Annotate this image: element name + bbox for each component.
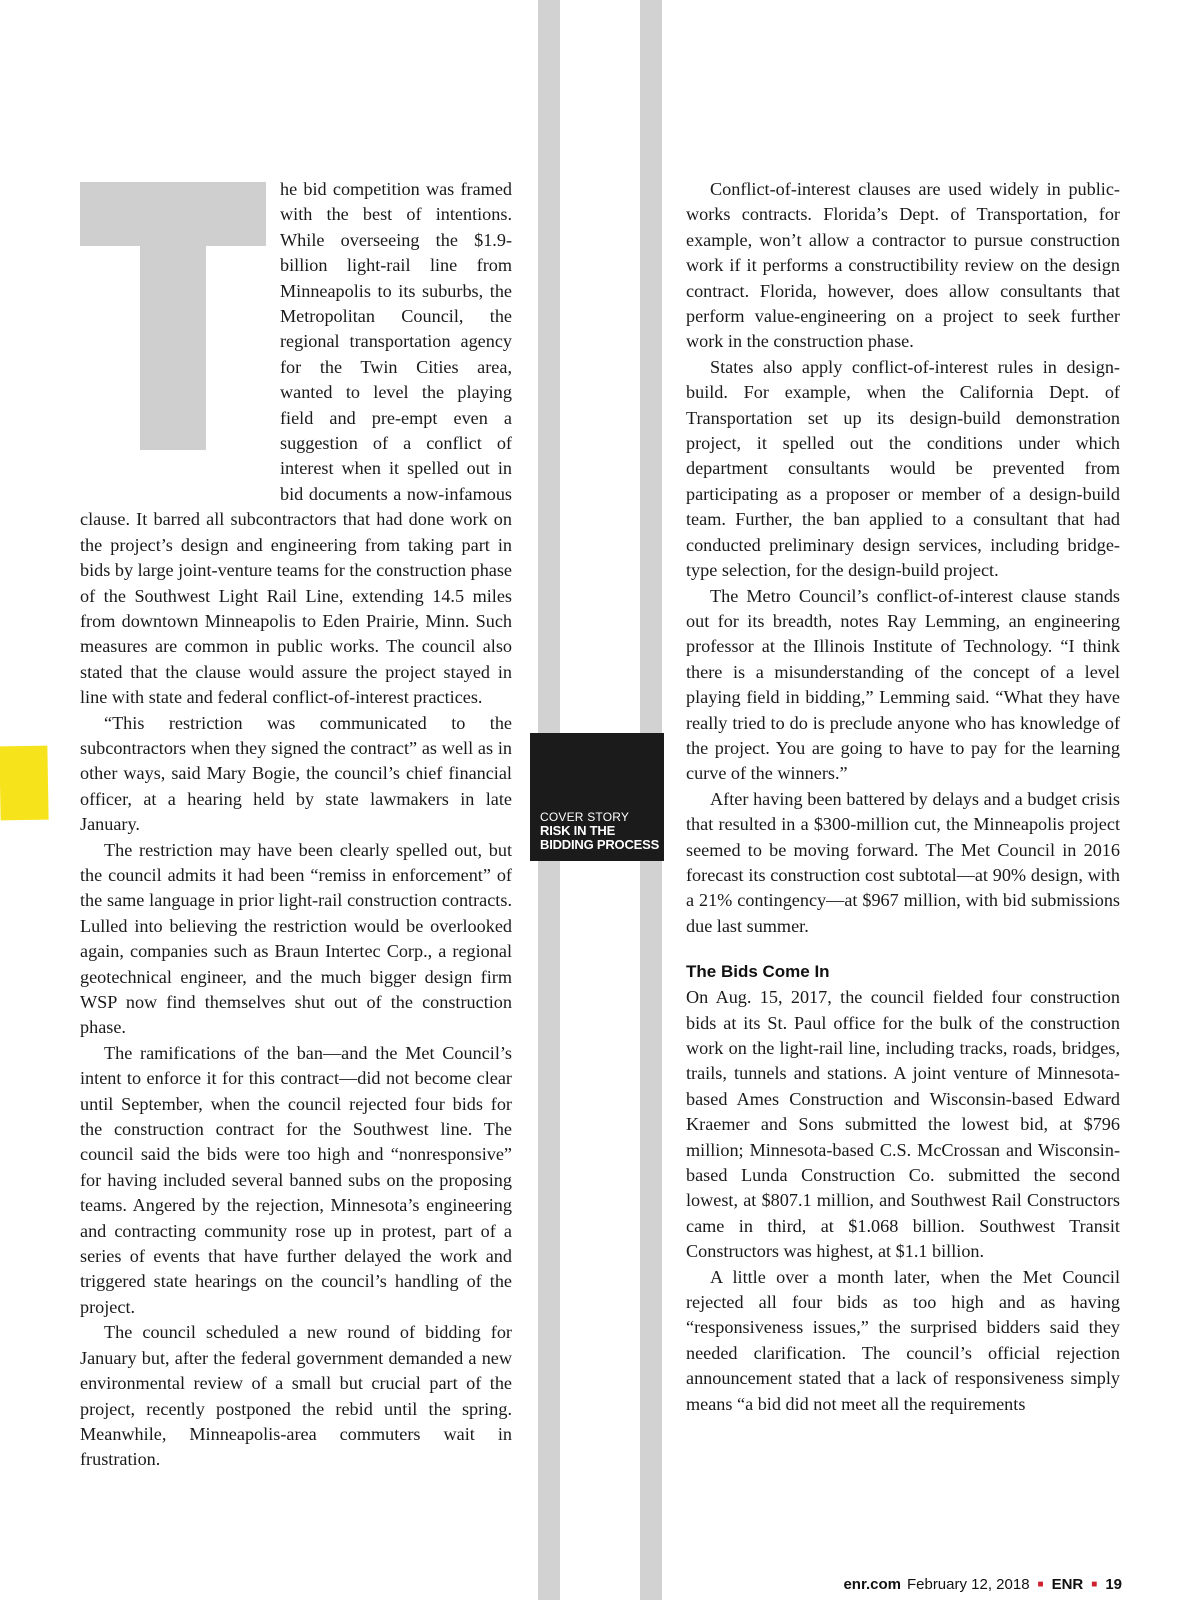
footer-site: enr.com	[843, 1576, 901, 1593]
article-paragraph: States also apply conflict-of-interest rules in design-build. For example, when the California Dept. of Transportation set up its design-build demonstration project, it spelled out the conditions under which department consultants would be prevented from participating as a proposer or member of a design-build team. Further, the ban applied to a consultant that had conducted preliminary design services, including bridge-type selection, for the design-build project.	[686, 356, 1120, 581]
article-paragraph: On Aug. 15, 2017, the council fielded four construction bids at its St. Paul office for the bulk of the construction work on the light-rail line, including tracks, roads, bridges, trails, tunnels and stations. A joint venture of Minnesota-based Ames Construction and Wisconsin-based Edward Kraemer and Sons submitted the lowest bid, at $796 million; Minnesota-based C.S. McCrossan and Wisconsin-based Lunda Construction Co. submitted the second lowest, at $807.1 million, and Southwest Rail Constructors came in third, at $1.068 billion. Southwest Transit Constructors was highest, at $1.1 billion.	[686, 987, 1120, 1262]
article-column-right	[686, 177, 1120, 1417]
section-title-line2: BIDDING PROCESS	[540, 837, 660, 852]
yellow-page-tab	[0, 746, 49, 821]
section-tag	[530, 733, 664, 861]
article-paragraph: “This restriction was communicated to the subcontractors when they signed the contract” as well as in other ways, said Mary Bogie, the council’s chief financial officer, at a hearing held by state lawmakers in late January.	[80, 712, 512, 835]
section-category: COVER STORY	[540, 810, 630, 824]
page-footer	[843, 1576, 1122, 1593]
lead-text: he bid competition was framed with the best of intentions. While overseeing the $1.9-billion light-rail line from Minneapolis to its suburbs, the Metropolitan Council, the regional transportation agency for the Twin Cities area, wanted to level the playing field and pre-empt even a suggestion of a conflict of interest when it spelled out in bid documents a now-infamous clause. It barred all subcontractors that had done work on the project’s design and engineering from taking part in bids by large joint-venture teams for the construction phase of the Southwest Light Rail Line, extending 14.5 miles from downtown Minneapolis to Eden Prairie, Minn. Such measures are common in public works. The council also stated that the clause would assure the project stayed in line with state and federal conflict-of-interest practices.	[80, 179, 513, 708]
footer-separator: ■	[1091, 1579, 1098, 1590]
article-paragraph: The council scheduled a new round of bidding for January but, after the federal government demanded a new environmental review of a small but crucial part of the project, recently postponed the rebid until the spring. Meanwhile, Minneapolis-area commuters wait in frustration.	[80, 1322, 512, 1470]
section-title-line1: RISK IN THE	[540, 823, 616, 838]
dropcap-letter	[80, 182, 81, 183]
article-paragraph: Conflict-of-interest clauses are used widely in public-works contracts. Florida’s Dept. of Transportation, for example, won’t allow a contractor to pursue construction work if it performs a constructibility review on the design contract. Florida, however, does allow consultants that perform value-engineering on a project to seek further work in the construction phase.	[686, 179, 1120, 352]
dropcap	[80, 182, 276, 487]
article-paragraph: The restriction may have been clearly spelled out, but the council admits it had been “remiss in enforcement” of the same language in prior light-rail construction contracts. Lulled into believing the restriction would be overlooked again, companies such as Braun Intertec Corp., a regional geotechnical engineer, and the much bigger design firm WSP now find themselves shut out of the construction phase.	[80, 839, 512, 1038]
article-column-left	[80, 177, 512, 1473]
article-paragraph: The Metro Council’s conflict-of-interest clause stands out for its breadth, notes Ray Lemming, an engineering professor at the Illinois Institute of Technology. “I think there is a misunderstanding of the concept of a level playing field in bidding,” Lemming said. “What they have really tried to do is preclude anyone who has knowledge of the project. You are going to have to pay for the learning curve of the winners.”	[686, 585, 1120, 784]
footer-separator: ■	[1037, 1579, 1044, 1590]
page-number: 19	[1105, 1576, 1122, 1593]
article-paragraph	[80, 177, 512, 711]
footer-magazine: ENR	[1051, 1576, 1084, 1593]
article-paragraph: A little over a month later, when the Met Council rejected all four bids as too high and as having “responsiveness issues,” the surprised bidders said they needed clarification. The council’s official rejection announcement stated that a lack of responsiveness simply means “a bid did not meet all the requirements	[686, 1266, 1120, 1414]
article-paragraph: After having been battered by delays and a budget crisis that resulted in a $300-million cut, the Minneapolis project seemed to be moving forward. The Met Council in 2016 forecast its construction cost subtotal—at 90% design, with a 21% contingency—at $967 million, with bid submissions due last summer.	[686, 788, 1120, 936]
subheading: The Bids Come In	[686, 962, 830, 982]
footer-date: February 12, 2018	[906, 1576, 1030, 1593]
article-paragraph: The ramifications of the ban—and the Met Council’s intent to enforce it for this contract—did not become clear until September, when the council rejected four bids for the construction contract for the Southwest line. The council said the bids were too high and “nonresponsive” for having included several banned subs on the proposing teams. Angered by the rejection, Minnesota’s engineering and contracting community rose up in protest, part of a series of events that have further delayed the work and triggered state hearings on the council’s handling of the project.	[80, 1042, 512, 1317]
